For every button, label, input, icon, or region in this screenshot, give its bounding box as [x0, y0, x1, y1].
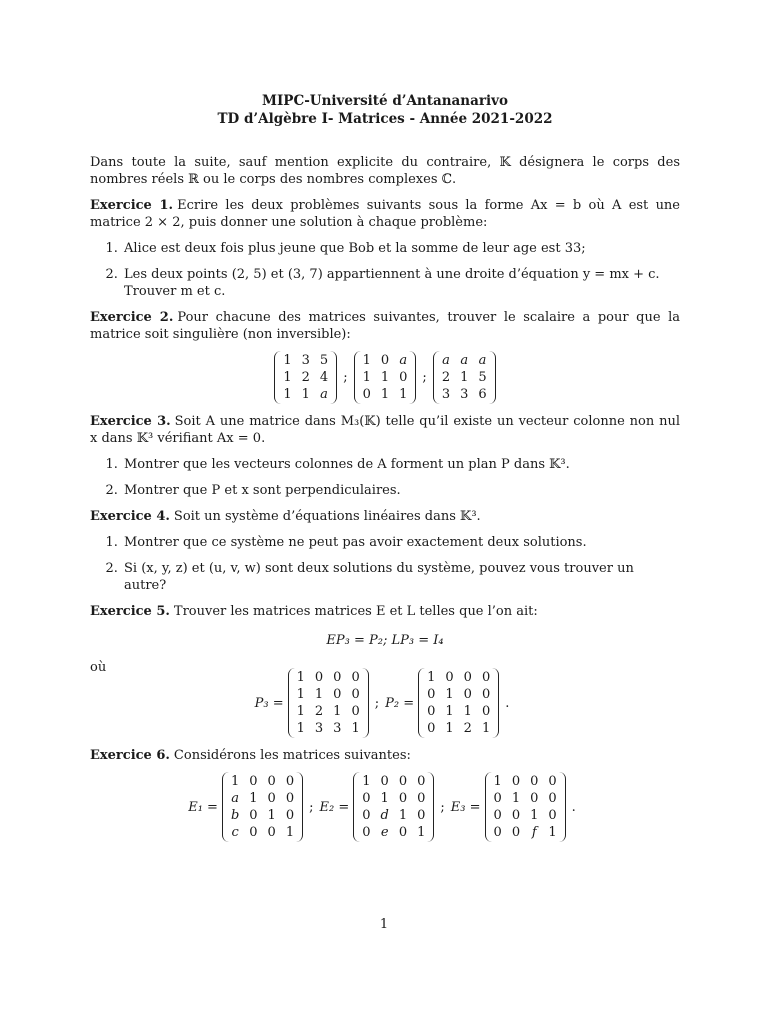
- matrix-entry: 1: [445, 704, 454, 719]
- matrix-entry: 0: [548, 808, 557, 823]
- page-number: 1: [379, 917, 389, 932]
- exercise-5-title: Exercice 5.: [90, 604, 170, 619]
- matrix-entry: 1: [351, 721, 360, 736]
- matrix-entry: 0: [351, 687, 360, 702]
- matrix-entry: 2: [301, 370, 310, 385]
- header-title: TD d’Algèbre I- Matrices - Année 2021-2022: [217, 111, 553, 127]
- matrix-entry: 0: [493, 825, 502, 840]
- separator: ;: [422, 370, 427, 385]
- matrix-entry: 0: [362, 808, 371, 823]
- exercise-6: [90, 747, 680, 842]
- matrix-entry: a: [231, 791, 239, 806]
- list-item: 2. Montrer que P et x sont perpendiculaires.: [122, 482, 680, 499]
- matrix-entry: 1: [445, 687, 454, 702]
- matrix-entry: 3: [333, 721, 342, 736]
- matrix-entry: 6: [478, 387, 487, 402]
- matrix-entry: 0: [445, 670, 454, 685]
- matrix-entry: f: [531, 825, 537, 840]
- matrix-entry: 0: [380, 774, 389, 789]
- matrix-label: P₂ =: [385, 695, 415, 711]
- matrix-entries: [493, 772, 558, 842]
- matrix-entry: 1: [380, 370, 390, 385]
- right-paren: [295, 772, 303, 842]
- matrix-entry: 0: [417, 791, 426, 806]
- matrix-entry: 0: [493, 791, 502, 806]
- matrix-entries: [230, 772, 295, 842]
- matrix-entry: 0: [463, 687, 472, 702]
- exercise-6-matrices: [90, 772, 680, 842]
- matrix-label: P₃ =: [254, 695, 284, 711]
- matrix-entry: 3: [314, 721, 324, 736]
- matrix-entry: 0: [362, 825, 371, 840]
- matrix-entry: 2: [314, 704, 324, 719]
- matrix-entry: 1: [362, 370, 371, 385]
- left-paren: [353, 772, 361, 842]
- matrix-entry: 1: [333, 704, 342, 719]
- matrix-entry: 1: [417, 825, 426, 840]
- matrix-entry: 0: [362, 387, 371, 402]
- matrix-entry: 0: [249, 825, 258, 840]
- list-item: 1. Alice est deux fois plus jeune que Bob et la somme de leur age est 33;: [122, 240, 680, 257]
- matrix-entries: [426, 668, 491, 738]
- exercise-5-equation: EP₃ = P₂; LP₃ = I₄: [326, 633, 444, 648]
- left-paren: [274, 351, 282, 404]
- exercise-4: [90, 508, 680, 594]
- matrix-entry: 0: [398, 774, 408, 789]
- list-item: 2. Les deux points (2, 5) et (3, 7) appartiennent à une droite d’équation y = mx + c. Trouver m et c.: [122, 266, 680, 300]
- exercise-5: [90, 603, 680, 738]
- matrix-entry: 1: [481, 721, 491, 736]
- matrix-entry: c: [231, 825, 239, 840]
- matrix-entry: 0: [511, 774, 521, 789]
- matrix-entry: a: [460, 353, 469, 368]
- matrix-entry: 1: [362, 353, 371, 368]
- right-paren: [408, 351, 416, 404]
- matrix-entry: 0: [285, 774, 295, 789]
- matrix-entry: 1: [285, 825, 295, 840]
- matrix-entry: 1: [548, 825, 557, 840]
- matrix: [288, 668, 369, 738]
- exercise-5-matrices: [90, 668, 680, 738]
- separator: ;: [440, 799, 445, 815]
- matrix-entry: a: [478, 353, 487, 368]
- matrix-entry: 1: [283, 387, 292, 402]
- exercise-3-title: Exercice 3.: [90, 414, 171, 429]
- right-paren: [329, 351, 337, 404]
- matrix-entry: 0: [548, 791, 557, 806]
- exercise-5-text: Trouver les matrices matrices E et L telles que l’on ait:: [173, 604, 538, 619]
- exercise-1: [90, 197, 680, 300]
- matrix-entries: [282, 351, 329, 404]
- matrix-entry: d: [380, 808, 389, 823]
- exercise-2: [90, 309, 680, 404]
- matrix-entry: e: [380, 825, 389, 840]
- matrix-entry: 1: [296, 687, 305, 702]
- matrix-entry: 5: [319, 353, 329, 368]
- matrix-entry: 0: [427, 704, 436, 719]
- matrix-entry: 1: [445, 721, 454, 736]
- matrix-entry: 3: [301, 353, 310, 368]
- document-header: [90, 92, 680, 128]
- matrix-entry: 0: [314, 670, 324, 685]
- matrix-entry: 0: [417, 774, 426, 789]
- exercise-5-ou: où: [90, 660, 107, 675]
- matrix-entry: 0: [380, 353, 390, 368]
- matrix: [354, 351, 417, 404]
- matrix-entry: 3: [441, 387, 451, 402]
- matrix-entry: 1: [398, 808, 408, 823]
- exercise-1-list: [90, 240, 680, 300]
- right-paren: [426, 772, 434, 842]
- matrix-entry: 0: [511, 825, 521, 840]
- exercise-3: [90, 413, 680, 499]
- matrix-entries: [361, 772, 426, 842]
- matrix-entry: 0: [285, 808, 295, 823]
- matrix-entry: 0: [362, 791, 371, 806]
- matrix-entry: 0: [481, 687, 491, 702]
- exercise-3-text: Soit A une matrice dans M₃(𝕂) telle qu’il existe un vecteur colonne non nul x dans 𝕂³ vérifiant Ax = 0.: [90, 414, 680, 446]
- matrix-entry: 0: [481, 670, 491, 685]
- right-paren: [558, 772, 566, 842]
- matrix-entry: 0: [249, 808, 258, 823]
- end-period: .: [571, 799, 576, 815]
- matrix: [433, 351, 496, 404]
- matrix-entry: 1: [460, 370, 469, 385]
- left-paren: [222, 772, 230, 842]
- matrix-label: E₂ =: [319, 799, 350, 815]
- exercise-1-title: Exercice 1.: [90, 198, 174, 213]
- matrix-entry: 5: [478, 370, 487, 385]
- exercise-1-text: Ecrire les deux problèmes suivants sous la forme Ax = b où A est une matrice 2 × 2, puis donner une solution à chaque problème:: [90, 198, 681, 230]
- matrix-entry: 2: [441, 370, 451, 385]
- matrix-entry: 1: [380, 791, 389, 806]
- matrix-entry: 4: [319, 370, 329, 385]
- matrix-entry: 0: [267, 774, 276, 789]
- exercise-4-list: [90, 534, 680, 594]
- matrix: [222, 772, 303, 842]
- separator: ;: [374, 695, 380, 711]
- end-period: .: [505, 695, 510, 711]
- left-paren: [354, 351, 362, 404]
- left-paren: [418, 668, 426, 738]
- matrix-entry: 2: [463, 721, 472, 736]
- matrix: [353, 772, 434, 842]
- matrix-entry: a: [320, 387, 328, 402]
- matrix-entry: 1: [314, 687, 324, 702]
- list-item: 1. Montrer que les vecteurs colonnes de A forment un plan P dans 𝕂³.: [122, 456, 680, 473]
- matrix-entry: 0: [398, 791, 408, 806]
- left-paren: [288, 668, 296, 738]
- right-paren: [491, 668, 499, 738]
- exercise-6-title: Exercice 6.: [90, 748, 170, 763]
- matrix-entries: [362, 351, 409, 404]
- matrix-entry: a: [399, 353, 408, 368]
- matrix-entry: 1: [493, 774, 502, 789]
- matrix-label: E₃ =: [450, 799, 481, 815]
- matrix-entry: 0: [351, 670, 360, 685]
- matrix-entry: 0: [267, 791, 276, 806]
- matrix-entry: 0: [493, 808, 502, 823]
- matrix-entry: 0: [463, 670, 472, 685]
- matrix-entry: 0: [427, 687, 436, 702]
- right-paren: [488, 351, 496, 404]
- matrix-entry: 0: [530, 791, 539, 806]
- list-item: 1. Montrer que ce système ne peut pas avoir exactement deux solutions.: [122, 534, 680, 551]
- matrix: [485, 772, 566, 842]
- matrix-entry: 1: [296, 704, 305, 719]
- matrix-entry: 1: [249, 791, 258, 806]
- intro-paragraph: Dans toute la suite, sauf mention explicite du contraire, 𝕂 désignera le corps des nombres réels ℝ ou le corps des nombres complexes ℂ.: [90, 155, 680, 187]
- exercise-4-title: Exercice 4.: [90, 509, 170, 524]
- matrix-entry: 1: [380, 387, 390, 402]
- matrix-entry: 1: [301, 387, 310, 402]
- matrix-entry: 1: [296, 721, 305, 736]
- document-page: [90, 92, 680, 850]
- matrix-label: E₁ =: [188, 799, 218, 815]
- matrix-entry: 1: [283, 353, 292, 368]
- matrix: [418, 668, 499, 738]
- header-university: MIPC-Université d’Antananarivo: [262, 93, 508, 109]
- matrix-entry: 0: [351, 704, 360, 719]
- matrix: [274, 351, 337, 404]
- matrix-entry: 1: [283, 370, 292, 385]
- matrix-entry: 0: [427, 721, 436, 736]
- matrix-entry: 3: [460, 387, 469, 402]
- exercise-2-title: Exercice 2.: [90, 310, 174, 325]
- matrix-entry: 1: [530, 808, 539, 823]
- matrix-entry: b: [230, 808, 240, 823]
- matrix-entry: 0: [285, 791, 295, 806]
- matrix-entry: 1: [296, 670, 305, 685]
- matrix-entry: 0: [398, 825, 408, 840]
- matrix-entry: 0: [548, 774, 557, 789]
- matrix-entry: 0: [417, 808, 426, 823]
- left-paren: [433, 351, 441, 404]
- matrix-entries: [441, 351, 488, 404]
- exercise-4-text: Soit un système d’équations linéaires dans 𝕂³.: [173, 509, 481, 524]
- matrix-entry: 1: [267, 808, 276, 823]
- exercise-2-matrices: [90, 351, 680, 404]
- exercise-3-list: [90, 456, 680, 499]
- matrix-entry: 0: [399, 370, 408, 385]
- matrix-entry: 1: [463, 704, 472, 719]
- matrix-entry: 0: [511, 808, 521, 823]
- separator: ;: [309, 799, 314, 815]
- matrix-entry: 0: [333, 687, 342, 702]
- matrix-entry: 0: [249, 774, 258, 789]
- separator: ;: [343, 370, 348, 385]
- right-paren: [361, 668, 369, 738]
- matrix-entries: [296, 668, 361, 738]
- matrix-entry: 0: [481, 704, 491, 719]
- exercise-2-text: Pour chacune des matrices suivantes, trouver le scalaire a pour que la matrice soit singulière (non inversible):: [90, 310, 680, 342]
- matrix-entry: 0: [530, 774, 539, 789]
- matrix-entry: 1: [230, 774, 240, 789]
- matrix-entry: 0: [333, 670, 342, 685]
- exercise-6-text: Considérons les matrices suivantes:: [173, 748, 411, 763]
- matrix-entry: 0: [267, 825, 276, 840]
- matrix-entry: 1: [362, 774, 371, 789]
- matrix-entry: 1: [427, 670, 436, 685]
- list-item: 2. Si (x, y, z) et (u, v, w) sont deux solutions du système, pouvez vous trouver un autre?: [122, 560, 680, 594]
- matrix-entry: a: [442, 353, 450, 368]
- matrix-entry: 1: [399, 387, 408, 402]
- matrix-entry: 1: [511, 791, 521, 806]
- left-paren: [485, 772, 493, 842]
